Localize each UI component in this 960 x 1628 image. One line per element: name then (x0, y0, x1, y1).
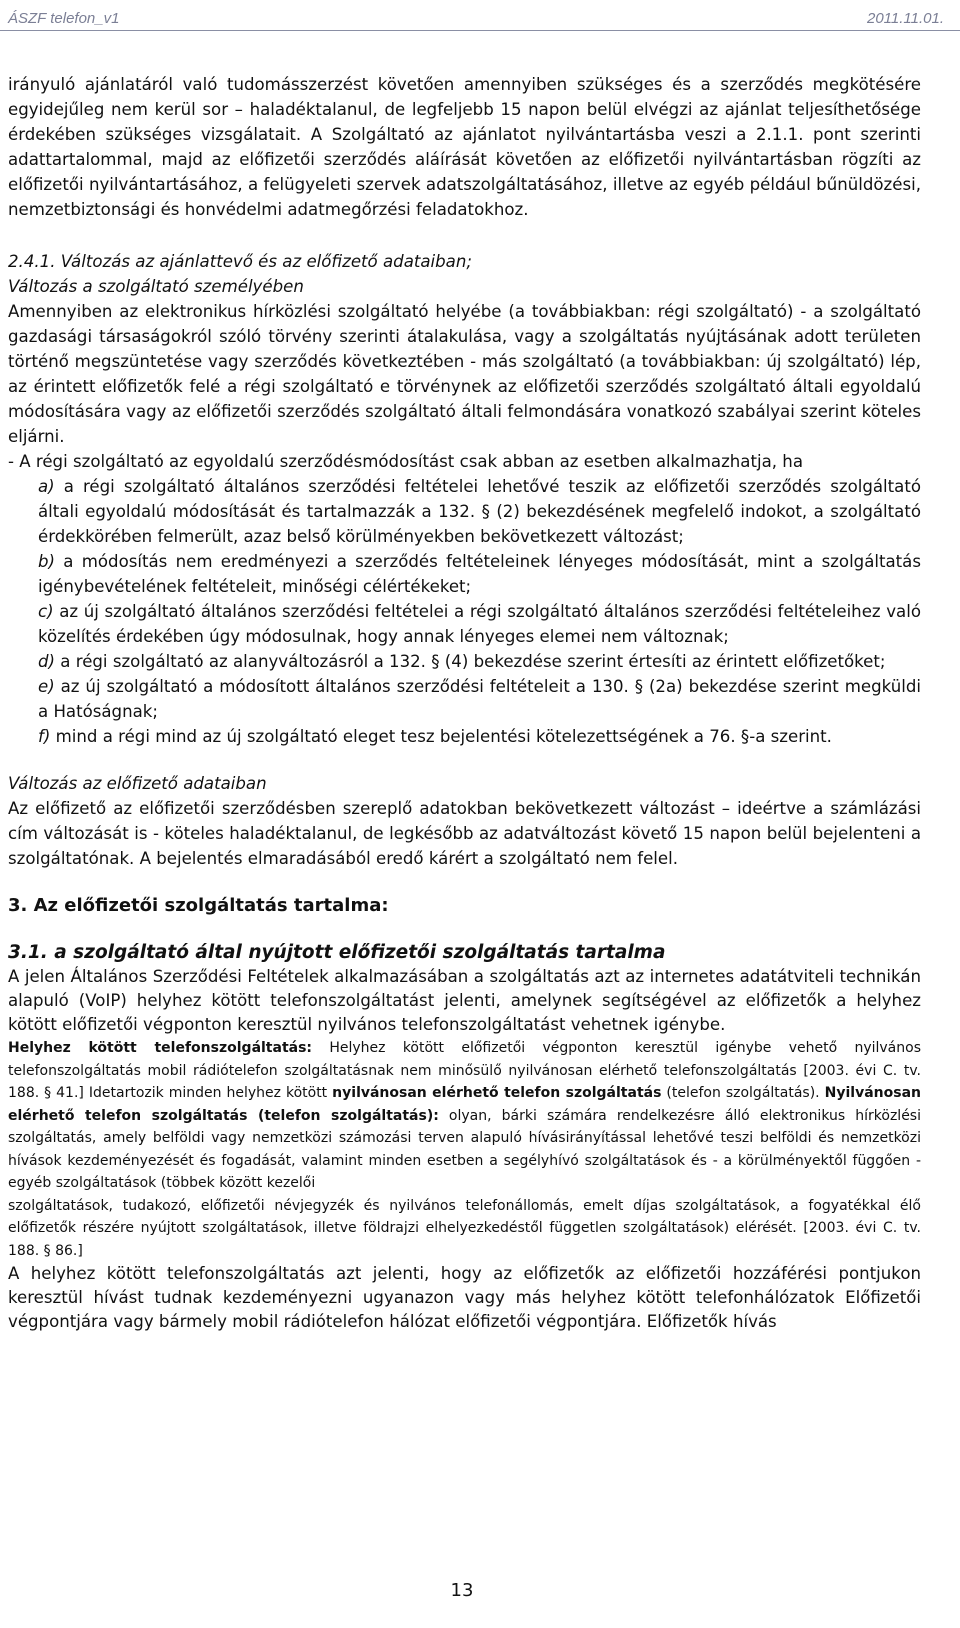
definition-term-2: nyilvánosan elérhető telefon szolgáltatás (332, 1085, 662, 1101)
condition-label-b: b) (38, 552, 56, 571)
definition-term-3: Nyilvánosan elérhető telefon szolgáltatás (telefon szolgáltatás): (8, 1085, 921, 1124)
definition-text-3: olyan, bárki számára rendelkezésre álló elektronikus hírközlési szolgáltatás, amely belföldi vagy nemzetközi számozási terven alapuló hívásirányítással lehetővé teszi belföldi és nemzetközi hívások kezdeményezését és fogadását, valamint minden esetben a segélyhívó szolgáltatások és - a körülményektől függően - egyéb szolgáltatások (többek között kezelői (8, 1107, 921, 1191)
condition-item-b (38, 549, 921, 599)
change-subscriber-text: Az előfizető az előfizetői szerződésben szereplő adatokban bekövetkezett változást – ideértve a számlázási cím változását is - köteles haladéktalanul, de legkésőbb az adatváltozást követő 15 napon belül bejelenteni a szolgáltatónak. A bejelentés elmaradásából eredő kárért a szolgáltató nem felel. (8, 799, 921, 868)
definition-text-2: (telefon szolgáltatás). (661, 1085, 825, 1101)
section-3-heading: 3. Az előfizetői szolgáltatás tartalma: (8, 895, 389, 916)
conditions-list (8, 474, 921, 749)
section-241-title: 2.4.1. Változás az ajánlattevő és az előfizető adataiban; (8, 252, 472, 271)
condition-label-a: a) (38, 477, 55, 496)
section-31-heading: 3.1. a szolgáltató által nyújtott előfizetői szolgáltatás tartalma (8, 942, 666, 963)
condition-label-f: f) (38, 727, 51, 746)
document-date: 2011.11.01. (866, 10, 944, 27)
condition-item-e (38, 674, 921, 724)
definition-paragraph (8, 1037, 921, 1195)
document-title: ÁSZF telefon_v1 (8, 10, 120, 27)
condition-text-d: a régi szolgáltató az alanyváltozásról a 132. § (4) bekezdése szerint értesíti az érintett előfizetőket; (55, 652, 886, 671)
condition-label-d: d) (38, 652, 56, 671)
condition-text-b: a módosítás nem eredményezi a szerződés feltételeinek lényeges módosítását, mint a szolgáltatás igénybevételének feltételeit, minőségi célértékeket; (38, 552, 921, 596)
change-provider-text: Amennyiben az elektronikus hírközlési szolgáltató helyébe (a továbbiakban: régi szolgáltató) - a szolgáltató gazdasági társaságokról szóló törvény szerinti átalakulása, vagy a szolgáltatás nyújtásának adott területen történő megszüntetése vagy szerződés következtében - más szolgáltató (a továbbiakban: új szolgáltató) lép, az érintett előfizetők felé a régi szolgáltató e törvénynek az előfizetői szerződés szolgáltató általi egyoldalú módosítására vagy az előfizetői szerződés szolgáltató általi felmondására vonatkozó szabályai szerint köteles eljárni. (8, 302, 921, 446)
change-subscriber-title: Változás az előfizető adataiban (8, 774, 267, 793)
condition-item-f (38, 724, 921, 749)
condition-label-c: c) (38, 602, 54, 621)
definition-continuation: szolgáltatások, tudakozó, előfizetői névjegyzék és nyilvános telefonállomás, emelt díjas szolgáltatások, a fogyatékkal élő előfizetők részére nyújtott szolgáltatások, illetve földrajzi elhelyezkedéstől független szolgáltatások) elérését. [2003. évi C. tv. 188. § 86.] (8, 1197, 921, 1259)
intro-paragraph: irányuló ajánlatáról való tudomásszerzést követően amennyiben szükséges és a szerződés megkötésére egyidejűleg nem kerül sor – haladéktalanul, de legfeljebb 15 napon belül elvégzi az ajánlat teljesíthetősége érdekében szükséges vizsgálatait. A Szolgáltató az ajánlatot nyilvántartásba veszi a 2.1.1. pont szerinti adattartalommal, majd az előfizetői szerződés aláírását követően az előfizetői nyilvántartásban rögzíti az előfizetői nyilvántartásához, a felügyeleti szervek adatszolgáltatásához, illetve az egyéb például bűnüldözési, nemzetbiztonsági és honvédelmi adatmegőrzési feladatokhoz. (8, 75, 921, 219)
condition-text-e: az új szolgáltató a módosított általános szerződési feltételeit a 130. § (2a) bekezdése szerint megküldi a Hatóságnak; (38, 677, 921, 721)
condition-intro: - A régi szolgáltató az egyoldalú szerződésmódosítást csak abban az esetben alkalmazhatja, ha (8, 452, 803, 471)
definition-term-1: Helyhez kötött telefonszolgáltatás: (8, 1040, 313, 1056)
condition-item-d (38, 649, 921, 674)
condition-text-a: a régi szolgáltató általános szerződési feltételei lehetővé teszik az előfizetői szerződés szolgáltató általi egyoldalú módosítását és tartalmazzák a 132. § (2) bekezdésének megfelelő indokot, a szolgáltató érdekkörében felmerült, azaz belső körülményekben bekövetkezett változást; (38, 477, 921, 546)
condition-item-a (38, 474, 921, 549)
page-header (0, 0, 960, 31)
closing-paragraph: A helyhez kötött telefonszolgáltatás azt jelenti, hogy az előfizetők az előfizetői hozzáférési pontjukon keresztül hívást tudnak kezdeményezni ugyanazon vagy más helyhez kötött telefonhálózatok Előfizetői végpontjára vagy bármely mobil rádiótelefon hálózat előfizetői végpontjára. Előfizetők hívás (8, 1264, 921, 1331)
change-provider-title: Változás a szolgáltató személyében (8, 277, 304, 296)
definition-text-1: Helyhez kötött előfizetői végponton keresztül igénybe vehető nyilvános telefonszolgáltatás mobil rádiótelefon szolgáltatásnak nem minősülő nyilvánosan elérhető telefonszolgáltatás [2003. évi C. tv. 188. § 41.] Idetartozik minden helyhez kötött (8, 1040, 921, 1101)
condition-text-c: az új szolgáltató általános szerződési feltételei a régi szolgáltató általános szerződési feltételeihez való közelítés érdekében úgy módosulnak, hogy annak lényeges elemei nem változnak; (38, 602, 921, 646)
page-body (8, 72, 921, 1334)
condition-text-f: mind a régi mind az új szolgáltató eleget tesz bejelentési kötelezettségének a 76. §-a szerint. (50, 727, 832, 746)
condition-item-c (38, 599, 921, 649)
condition-label-e: e) (38, 677, 55, 696)
section-31-text: A jelen Általános Szerződési Feltételek alkalmazásában a szolgáltatás azt az internetes adatátviteli technikán alapuló (VoIP) helyhez kötött telefonszolgáltatást jelenti, amelynek segítségével az előfizetők a helyhez kötött előfizetői végponton keresztül nyilvános telefonszolgáltatást vehetnek igénybe. (8, 967, 921, 1034)
page-number: 13 (450, 1580, 474, 1601)
